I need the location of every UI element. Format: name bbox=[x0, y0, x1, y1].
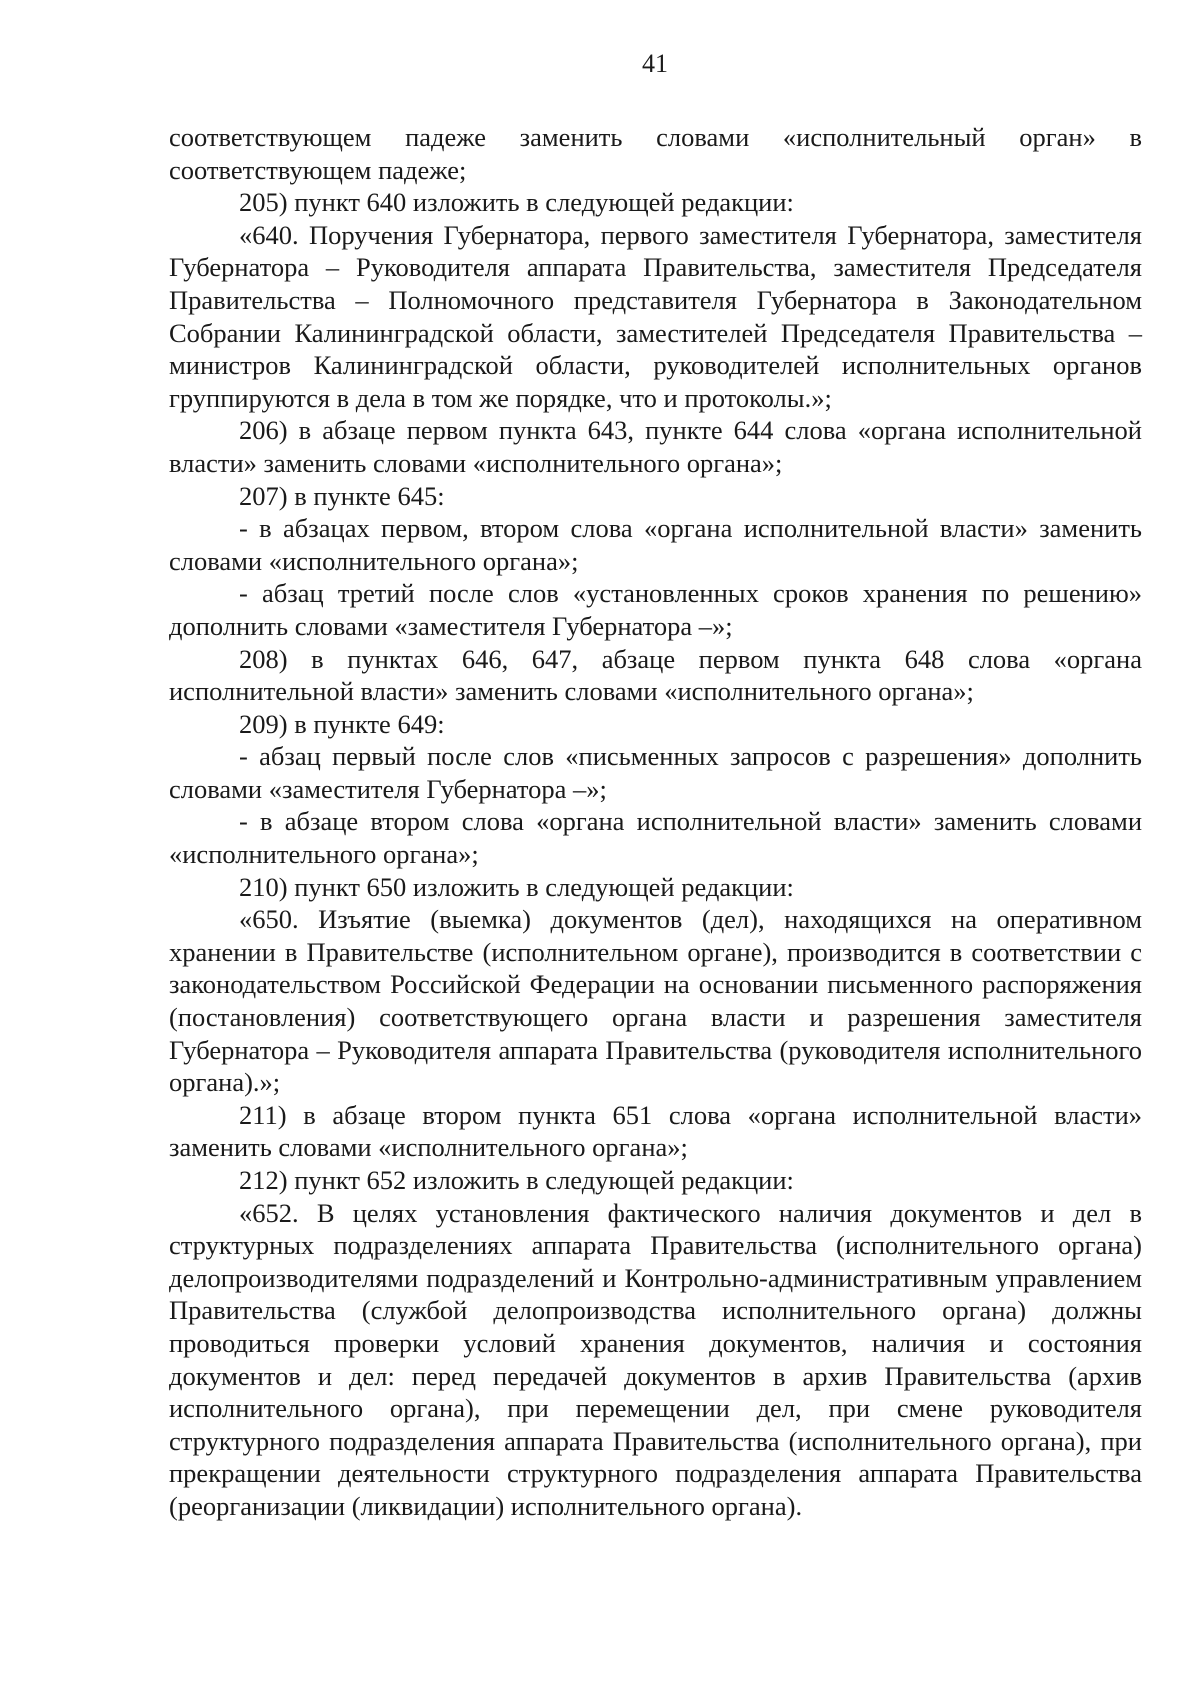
paragraph: «652. В целях установления фактического наличия документов и дел в структурных подразделениях аппарата Правительства (исполнительного органа) делопроизводителями подразделений и Контрольно-административным управлением Правительства (службой делопроизводства исполнительного органа) должны проводиться проверки условий хранения документов, наличия и состояния документов и дел: перед передачей документов в архив Правительства (архив исполнительного органа), при перемещении дел, при смене руководителя структурного подразделения аппарата Правительства (исполнительного органа), при прекращении деятельности структурного подразделения аппарата Правительства (реорганизации (ликвидации) исполнительного органа). bbox=[169, 1197, 1142, 1521]
paragraph: - в абзацах первом, втором слова «органа исполнительной власти» заменить словами «исполнительного органа»; bbox=[169, 513, 1142, 576]
paragraph: 207) в пункте 645: bbox=[239, 480, 445, 511]
paragraph: соответствующем падеже заменить словами «исполнительный орган» в соответствующем падеже; bbox=[169, 122, 1142, 185]
paragraph: - в абзаце втором слова «органа исполнительной власти» заменить словами «исполнительного органа»; bbox=[169, 806, 1142, 870]
paragraph: 211) в абзаце втором пункта 651 слова «органа исполнительной власти» заменить словами «исполнительного органа»; bbox=[169, 1099, 1142, 1163]
paragraph: 209) в пункте 649: bbox=[239, 708, 445, 739]
paragraph: 210) пункт 650 изложить в следующей редакции: bbox=[239, 871, 794, 902]
page-number: 41 bbox=[642, 49, 668, 78]
paragraph: 206) в абзаце первом пункта 643, пункте 644 слова «органа исполнительной власти» заменить словами «исполнительного органа»; bbox=[169, 415, 1142, 478]
paragraph: «640. Поручения Губернатора, первого заместителя Губернатора, заместителя Губернатора – Руководителя аппарата Правительства, заместителя Председателя Правительства – Полномочного представителя Губернатора в Законодательном Собрании Калининградской области, заместителей Председателя Правительства – министров Калининградской области, руководителей исполнительных органов группируются в дела в том же порядке, что и протоколы.»; bbox=[169, 219, 1142, 413]
paragraph: 208) в пунктах 646, 647, абзаце первом пункта 648 слова «органа исполнительной власти» заменить словами «исполнительного органа»; bbox=[169, 643, 1142, 707]
paragraph: - абзац первый после слов «письменных запросов с разрешения» дополнить словами «заместителя Губернатора –»; bbox=[169, 741, 1142, 804]
paragraph: «650. Изъятие (выемка) документов (дел), находящихся на оперативном хранении в Правительстве (исполнительном органе), производится в соответствии с законодательством Российской Федерации на основании письменного распоряжения (постановления) соответствующего органа власти и разрешения заместителя Губернатора – Руководителя аппарата Правительства (руководителя исполнительного органа).»; bbox=[169, 904, 1142, 1098]
paragraph: 205) пункт 640 изложить в следующей редакции: bbox=[239, 187, 794, 218]
document-body bbox=[169, 121, 1142, 1523]
paragraph: - абзац третий после слов «установленных сроков хранения по решению» дополнить словами «заместителя Губернатора –»; bbox=[169, 578, 1142, 641]
paragraph: 212) пункт 652 изложить в следующей редакции: bbox=[239, 1165, 794, 1195]
